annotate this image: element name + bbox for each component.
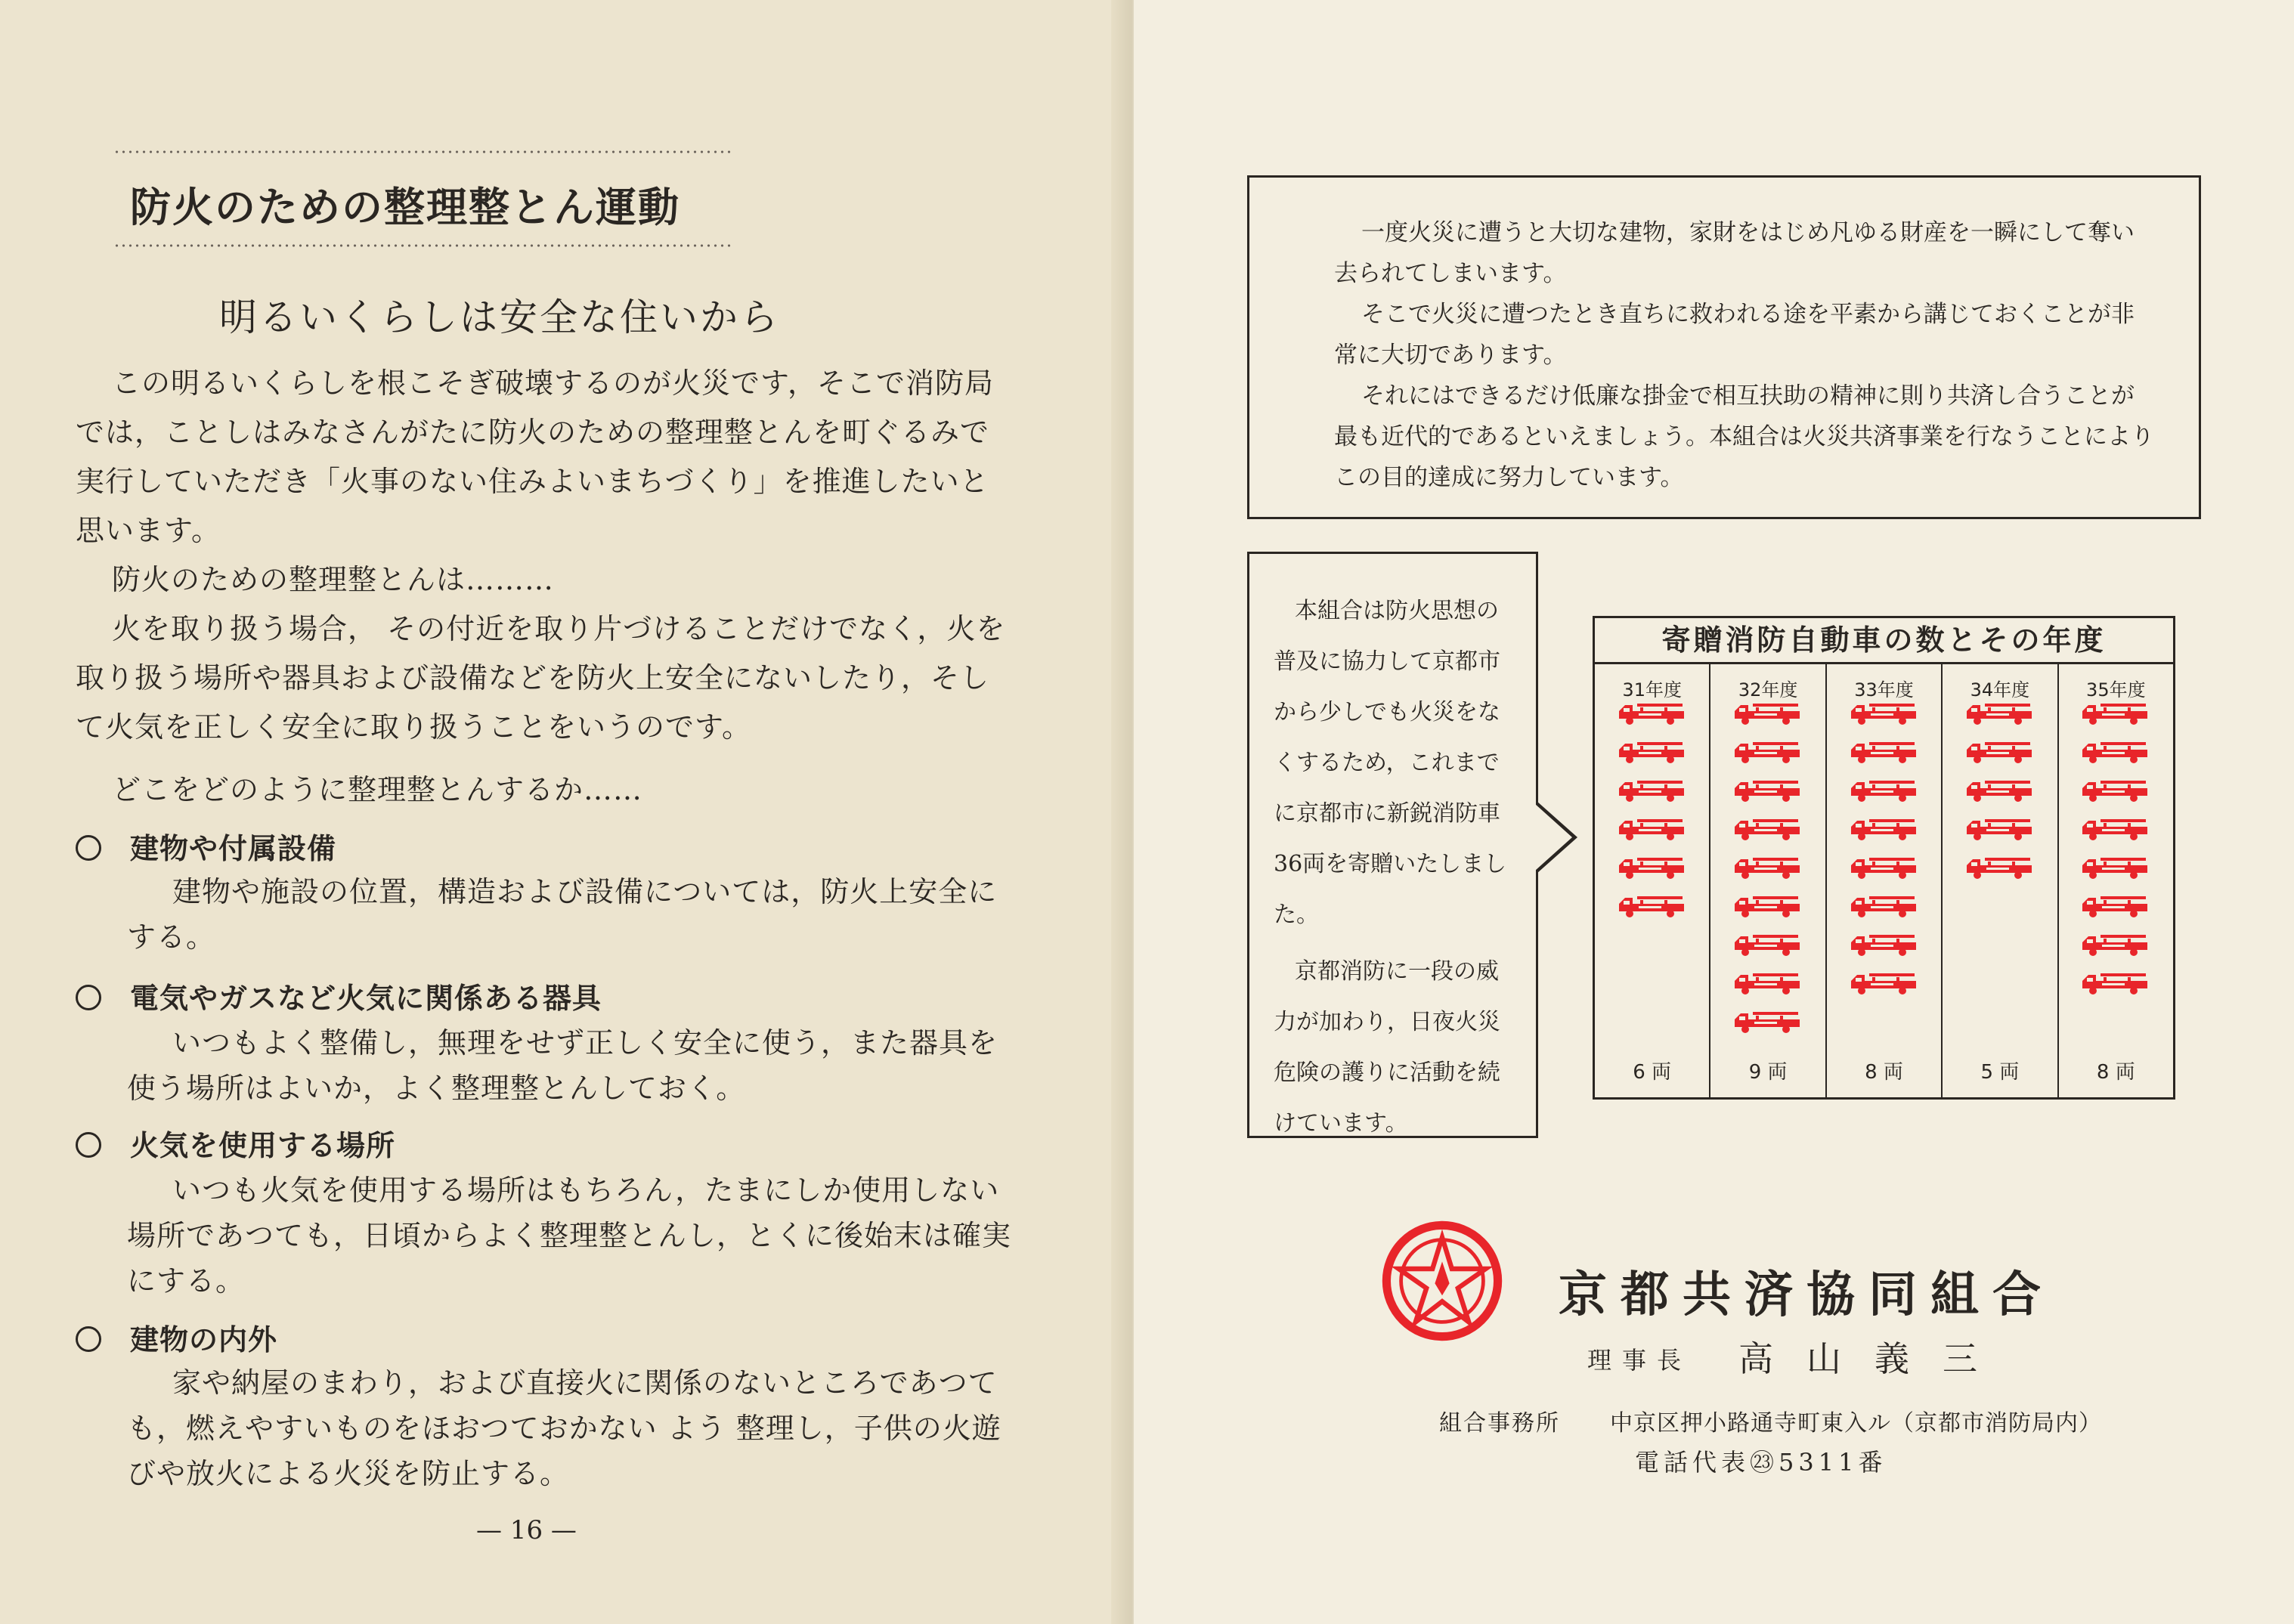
item-heading: 建物や付属設備 [76,825,336,867]
fire-truck-icon [1618,816,1687,842]
chart-count-label: 8 両 [2096,1061,2135,1084]
fire-truck-icon [1850,855,1919,880]
chairman-label: 理事長 [1587,1346,1692,1375]
fire-truck-icon [2081,739,2150,765]
fire-truck-icon [1733,1009,1803,1035]
intro-paragraph: この明るいくらしを根こそぎ破壊するのが火災です，そこで消防局では，ことしはみなさんがたに防火のための整理整とんを町ぐるみで実行していただき「火事のない住みよいまちづくり」を推進したいと思います。 [76,367,994,547]
fire-truck-icon [1965,739,2035,765]
intro-paragraph: 火を取り扱う場合， その付近を取り片づけることだけでなく，火を取り扱う場所や器具および設備などを防火上安全にないしたり，そして火気を正しく安全に取り扱うことをいうのです。 [76,612,1006,744]
chart-column [1827,664,1943,1100]
fire-truck-icon [2081,932,2150,957]
chart-column [1595,664,1710,1100]
chart-year-label: 35年度 [2086,679,2146,701]
fire-truck-icon [1850,893,1919,919]
fire-truck-icon [1965,855,2035,880]
chart-year-label: 33年度 [1854,679,1914,701]
fire-truck-icon [1733,855,1803,880]
chart-year-label: 32年度 [1738,679,1798,701]
page-subtitle: 明るいくらしは安全な住いから [219,295,780,339]
fire-truck-icon [1733,893,1803,919]
page-number: — 16 — [476,1515,577,1545]
item-body: 建物や施設の位置，構造および設備については，防火上安全にする。 [127,875,998,954]
box-paragraph: それにはできるだけ低廉な掛金で相互扶助の精神に則り共済し合うことが最も近代的であるといえましょう。本組合は火災共済事業を行なうことによりこの目的達成に努力しています。 [1334,382,2154,491]
item-body: いつも火気を使用する場所はもちろん，たまにしか使用しない場所であつても，日頃からよく整理整とんし，とくに後始末は確実にする。 [127,1174,1012,1298]
left-page [0,0,1134,1624]
donation-box [1247,552,1538,1138]
fire-truck-icon [2081,893,2150,919]
fire-truck-icon [1733,932,1803,957]
box-paragraph: 京都消防に一段の威力が加わり，日夜火災危険の護りに活動を続けています。 [1274,958,1500,1137]
box-paragraph: 一度火災に遭うと大切な建物，家財をはじめ凡ゆる財産を一瞬にして奪い去られてしまいます。 [1334,219,2135,287]
chart-column [1943,664,2058,1100]
chart-count-label: 8 両 [1865,1061,1903,1084]
title-dotted-rule-top [113,150,733,154]
chart-count-label: 6 両 [1633,1061,1672,1084]
cooperative-name: 京都共済協同組合 [1559,1267,2054,1323]
intro-paragraphs [76,359,1013,815]
cooperative-seal-icon [1382,1220,1503,1341]
title-dotted-rule-bottom [113,243,733,248]
fire-truck-icon [1733,970,1803,996]
fire-truck-icon [2081,970,2150,996]
circle-bullet-icon [76,835,101,861]
fire-truck-icon [2081,855,2150,880]
fire-truck-icon [1850,701,1919,726]
circle-bullet-icon [76,1132,101,1158]
fire-truck-icon [1618,893,1687,919]
chart-column [2059,664,2173,1100]
fire-truck-icon [1850,970,1919,996]
fire-truck-icon [1618,778,1687,803]
office-address: 中京区押小路通寺町東入ル（京都市消防局内） [1610,1410,2102,1437]
item-heading: 電気やガスなど火気に関係ある器具 [76,975,602,1016]
chart-count-label: 9 両 [1748,1061,1788,1084]
intro-paragraph: 防火のための整理整とんは……… [112,563,555,596]
item-heading: 建物の内外 [76,1316,277,1358]
office-label: 組合事務所 [1439,1410,1560,1437]
chairman-name: 高山義三 [1738,1338,2011,1379]
chart-year-label: 34年度 [1970,679,2030,701]
fire-truck-icon [1850,932,1919,957]
mutual-aid-box [1247,175,2201,519]
item-heading: 火気を使用する場所 [76,1122,395,1164]
fire-truck-icon [1733,816,1803,842]
fire-truck-icon [1850,778,1919,803]
fire-truck-icon [1965,816,2035,842]
chart-count-label: 5 両 [1980,1061,2020,1084]
circle-bullet-icon [76,985,101,1010]
fire-truck-icon [2081,778,2150,803]
item-body: 家や納屋のまわり，および直接火に関係のないところであつても，燃えやすいものをほおつておかない よう 整理し，子供の火遊びや放火による火災を防止する。 [127,1366,1001,1490]
box-paragraph: 本組合は防火思想の普及に協力して京都市から少しでも火災をなくするため，これまでに京都市に新鋭消防車36両を寄贈いたしました。 [1274,598,1507,928]
fire-truck-icon [1850,816,1919,842]
fire-truck-icon [1733,778,1803,803]
chart-year-label: 31年度 [1622,679,1682,701]
fire-truck-icon [1965,701,2035,726]
fire-truck-icon [2081,701,2150,726]
chart-column [1710,664,1826,1100]
fire-truck-icon [1850,739,1919,765]
fire-truck-icon [1618,855,1687,880]
fire-truck-icon [1733,701,1803,726]
fire-truck-icon [1733,739,1803,765]
fire-truck-icon [1618,701,1687,726]
fire-truck-icon [1618,739,1687,765]
fire-truck-icon [2081,816,2150,842]
fire-truck-donation-chart [1593,616,2175,1100]
item-body: いつもよく整備し，無理をせず正しく安全に使う，また器具を使う場所はよいか，よく整理整とんしておく。 [127,1026,998,1105]
intro-paragraph: どこをどのように整理整とんするか…… [112,773,643,806]
box-paragraph: そこで火災に遭つたとき直ちに救われる途を平素から講じておくことが非常に大切であります。 [1334,301,2135,369]
phone-number: 電話代表㉓5311番 [1635,1448,1887,1477]
page-title: 防火のための整理整とん運動 [130,184,680,231]
chart-columns [1595,664,2173,1100]
chart-title: 寄贈消防自動車の数とその年度 [1595,618,2173,664]
callout-arrow-fill [1535,804,1572,871]
circle-bullet-icon [76,1326,101,1352]
fire-truck-icon [1965,778,2035,803]
